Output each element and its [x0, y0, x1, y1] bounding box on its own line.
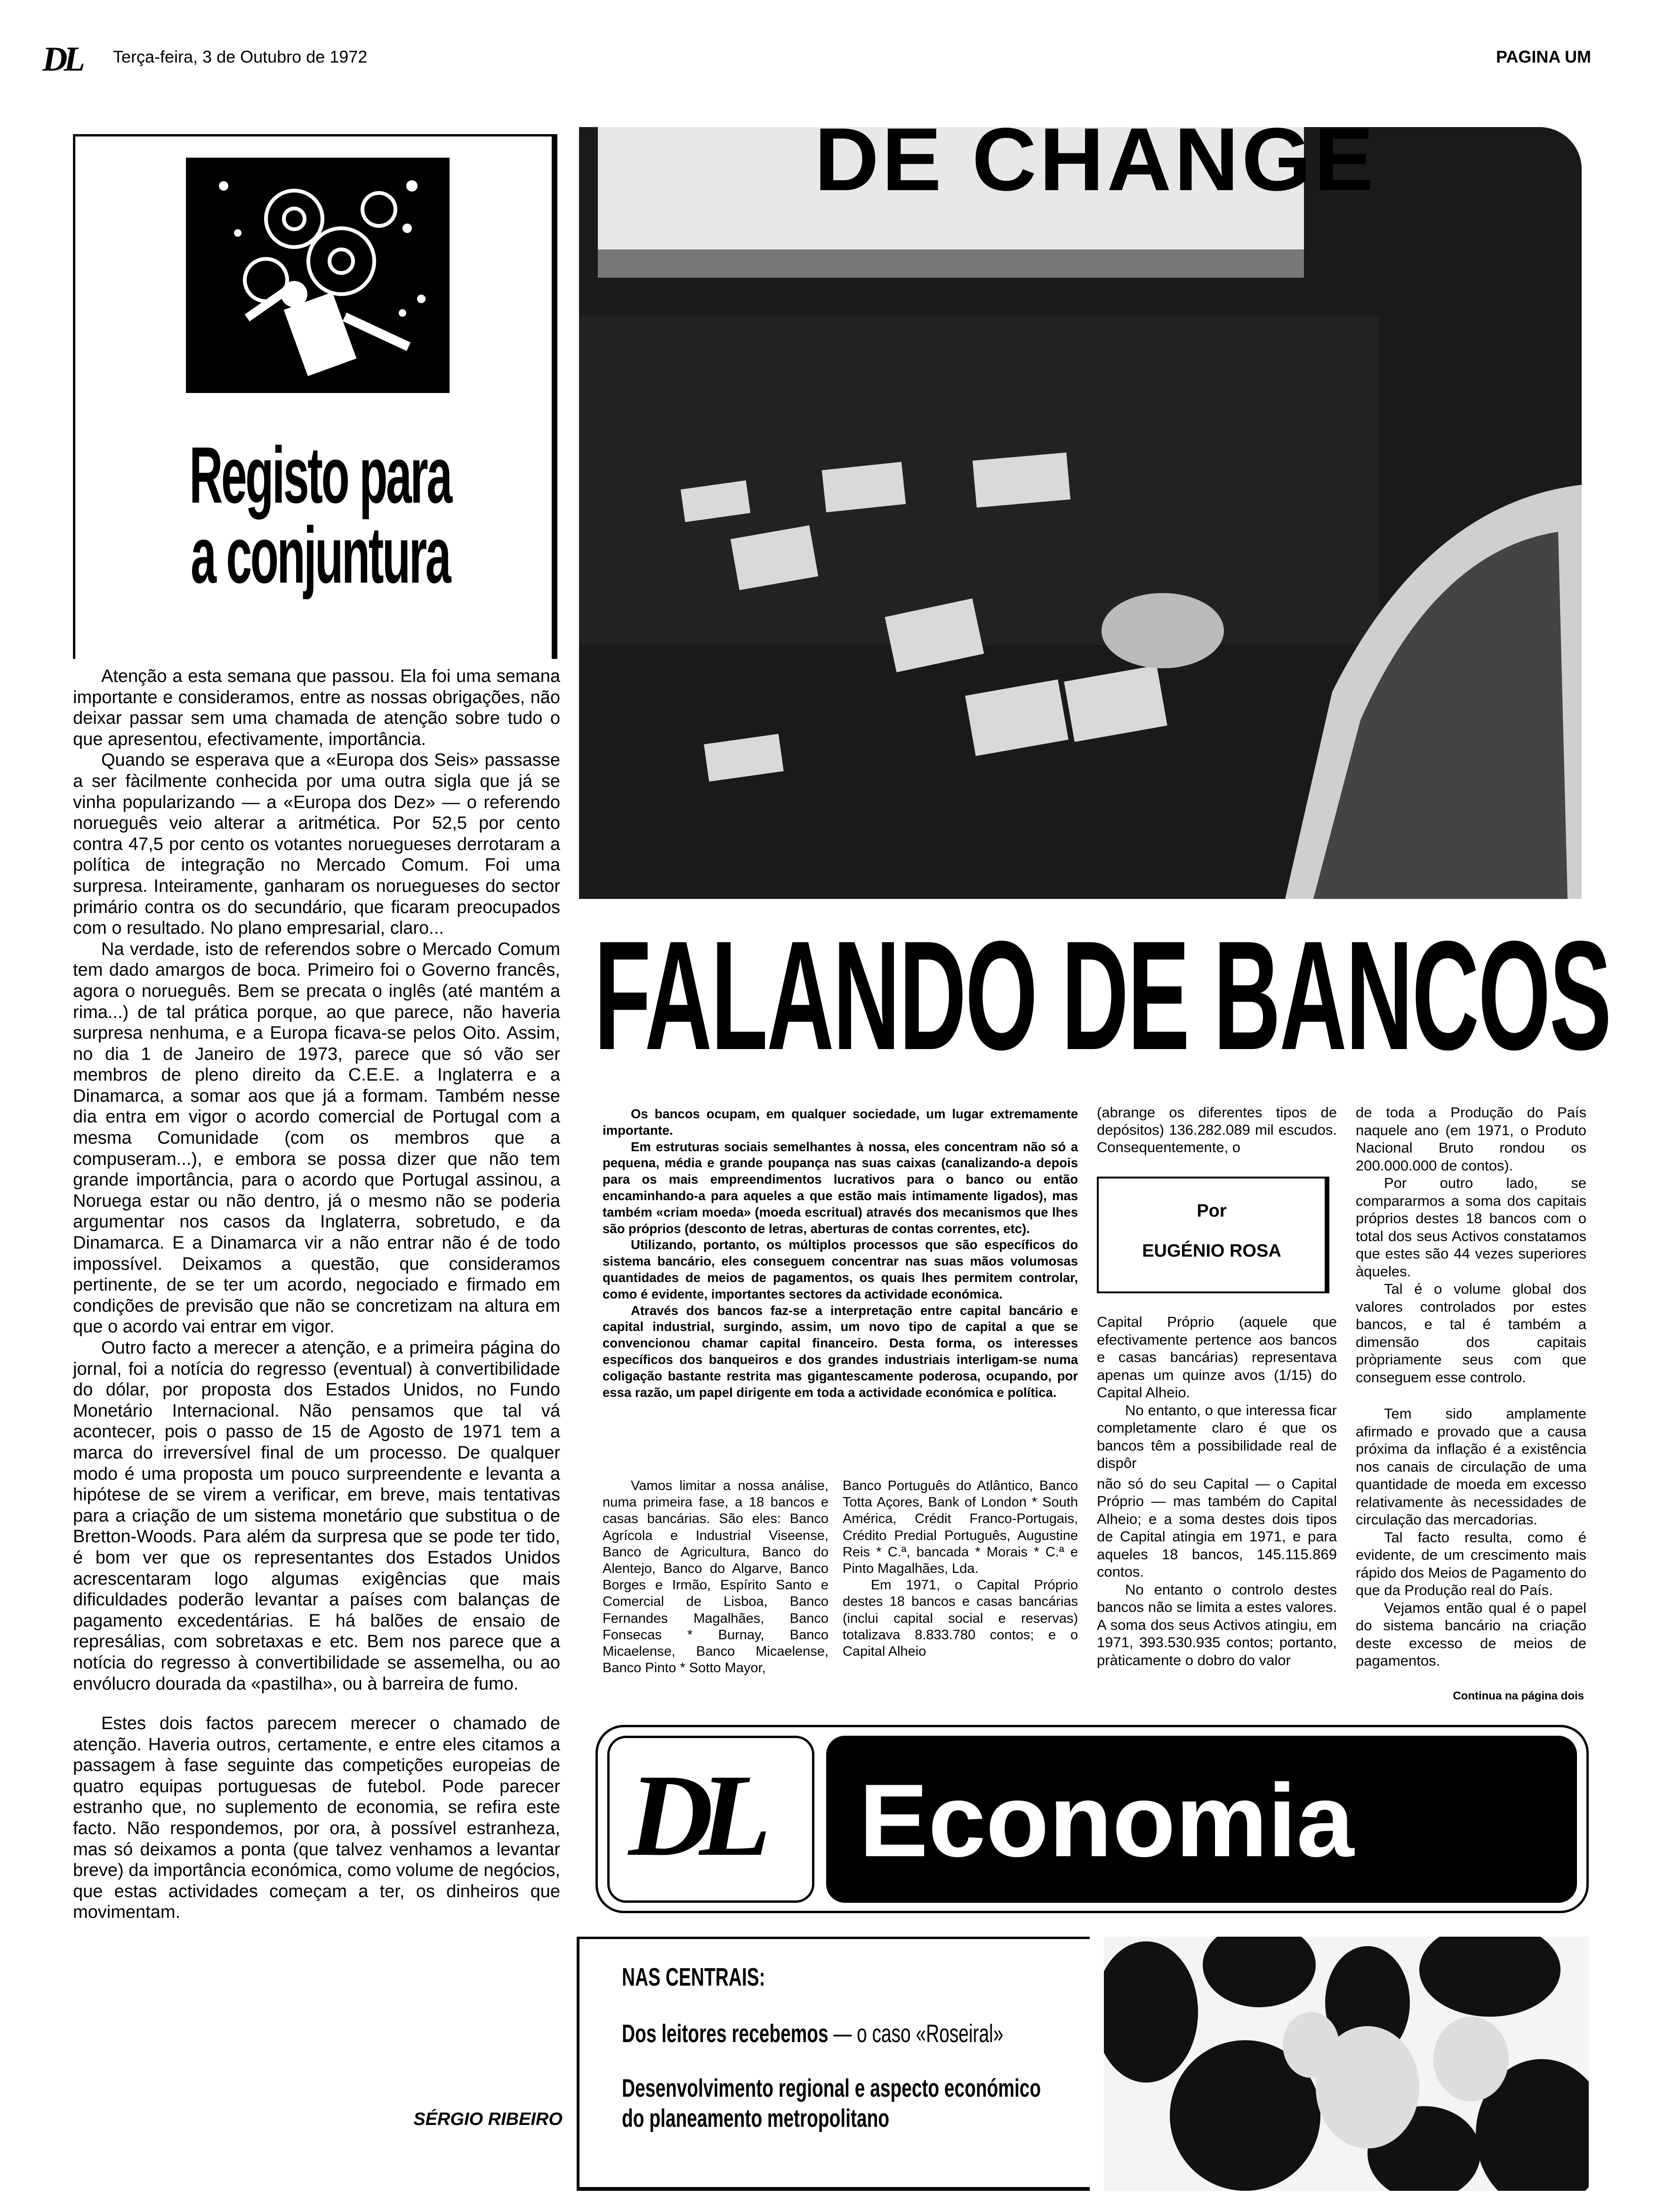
bancos-col-c-bottom [1097, 1313, 1337, 1669]
lead-paragraph: Os bancos ocupam, em qualquer sociedade, um lugar extremamente importante. [603, 1106, 1078, 1138]
col-d-paragraph: de toda a Produção do País naquele ano (em 1971, o Produto Nacional Bruto rondou os 200.000.000 de contos). [1356, 1104, 1586, 1174]
col-d-paragraph: Tal facto resulta, como é evidente, de um crescimento mais rápido dos Meios de Pagamento do que da Produção real do País. [1356, 1529, 1586, 1598]
centrais-box [577, 1937, 1090, 2191]
header-page-label: PAGINA UM [1496, 47, 1591, 66]
centrais-item-1-rest: — o caso «Roseiral» [828, 2020, 1004, 2048]
economia-title-box [826, 1736, 1577, 1903]
gears-man-icon [186, 158, 450, 393]
continua-note: Continua na página dois [1453, 1690, 1584, 1702]
col-a-paragraph: Vamos limitar a nossa análise, numa primeira fase, a 18 bancos e casas bancárias. São eles: Banco Agrícola e Industrial Viseense, Banco de Agricultura, Banco do Alentejo, Banco do Algarve, Banco Borges e Irmão, Espírito Santo e Comercial de Lisboa, Banco Fernandes Magalhães, Banco Fonsecas * Burnay, Banco Micaelense, Banco Micaelense, Banco Pinto * Sotto Mayor, [603, 1478, 828, 1676]
col-b-paragraph: Em 1971, o Capital Próprio destes 18 bancos e casas bancárias (inclui capital social e reservas) totalizava 8.833.780 contos; e o Capital Alheio [843, 1578, 1078, 1659]
registo-title-line1: Registo para [189, 431, 451, 520]
registo-title [94, 431, 546, 600]
economia-title: Economia [859, 1763, 1354, 1878]
gears-illustration [186, 158, 450, 393]
registo-title-line2: a conjuntura [191, 511, 450, 600]
bancos-col-d [1356, 1104, 1586, 1670]
col-d-paragraph: Vejamos então qual é o papel do sistema bancário na criação deste excesso de meios de pagamentos. [1356, 1599, 1586, 1669]
masthead-logo: DL [42, 40, 81, 79]
bancos-col-b [843, 1478, 1078, 1660]
bancos-col-c-top [1097, 1104, 1337, 1156]
centrais-item-1 [622, 2019, 1003, 2048]
photo-sign-text: DE CHANGE [814, 127, 1377, 209]
registo-paragraph: Quando se esperava que a «Europa dos Seis» passasse a ser fàcilmente conhecida por uma outra sigla que já se vinha popularizando — a «Europa dos Dez» — o referendo norueguês veio alterar a aritmética. Por 52,5 por cento contra 47,5 por cento os votantes noruegueses derrotaram a política de integração no Mercado Comum. Foi uma surpresa. Inteiramente, ganharam os noruegueses do sector primário contra os do secundário, que ficaram preocupados com o resultado. No plano empresarial, claro... [73, 750, 560, 938]
lead-paragraph: Utilizando, portanto, os múltiplos processos que são específicos do sistema bancário, eles conseguem concentrar nas suas mãos volumosas quantidades de meios de pagamentos, os quais lhes permitem controlar, como é evidente, importantes sectores da actividade económica. [603, 1237, 1078, 1301]
col-c-paragraph: Capital Próprio (aquele que efectivamente pertence aos bancos e casas bancárias) representava apenas um quinze avos (1/15) do Capital Alheio. [1097, 1314, 1337, 1401]
centrais-item-2: Desenvolvimento regional e aspecto económico do planeamento metropolitano [622, 2074, 1041, 2132]
registo-paragraph: Na verdade, isto de referendos sobre o Mercado Comum tem dado amargos de boca. Primeiro foi o Governo francês, agora o norueguês. Bem se precata o inglês (até mantém a rima...) de tal prática porque, ao que parece, não haveria surpresa nenhuma, e a Europa ficava-se pelos Oito. Assim, no dia 1 de Janeiro de 1973, parece que só vão ser membros de pleno direito da C.E.E. a Inglaterra e a Dinamarca, a somar aos que já a formam. Também nesse dia entra em vigor o acordo comercial de Portugal com a mesma Comunidade (com os membros que a compuseram...), e embora se possa dizer que não tem grande importância, para o acordo que Portugal assinou, a Noruega estar ou não dentro, já o mesmo não se poderia argumentar nos casos da Inglaterra, sobretudo, e da Dinamarca. E a Dinamarca vir a não entrar não é de todo impossível. Deixamos a questão, que consideramos pertinente, de se ter um acordo, negociado e firmado em condições de previsão que não se concretizam na altura em que o acordo vai entrar em vigor. [73, 939, 560, 1337]
registo-paragraph: Outro facto a merecer a atenção, e a primeira página do jornal, foi a notícia do regresso (eventual) à convertibilidade do dólar, por proposta dos Estados Unidos, no Fundo Monetário Internacional. Não pensamos que tal vá acontecer, pois o passo de 15 de Agosto de 1971 tem a marca do irreversível final de um processo. De qualquer modo é uma proposta um pouco surpreendente e levanta a hipótese de se virem a verificar, em breve, mais tentativas para a criação de um sistema monetário que substitua o de Bretton-Woods. Para além da surpresa que se pode ter tido, é bom ver que os representantes dos Estados Unidos acrescentaram logo algumas exigências que mais dificuldades poderão levantar a países com balanças de pagamento excedentárias. E há balões de ensaio de represálias, com sobretaxas e etc. Bem nos parece que a notícia do regresso à convertibilidade se assemelha, ou ao envólucro dourada da «pastilha», ou à barreira de fumo. [73, 1338, 560, 1694]
registo-body [73, 666, 560, 1923]
col-d-paragraph: Tal é o volume global dos valores controlados por estes bancos, e tal é também a dimensão dos capitais pròpriamente seus com que conseguem esse controlo. [1356, 1281, 1586, 1386]
byline-box [1097, 1177, 1329, 1293]
lead-paragraph: Através dos bancos faz-se a interpretação entre capital bancário e capital industrial, surgindo, assim, um novo tipo de capital a que se convencionou chamar capital financeiro. Desta forma, os interesses específicos dos banqueiros e dos grandes industriais interligam-se numa coligação bastante restrita mas gigantescamente poderosa, ocupando, por essa razão, um papel dirigente em toda a actividade económica e política. [603, 1303, 1078, 1400]
byline-por: Por [1197, 1201, 1227, 1221]
registo-paragraph: Atenção a esta semana que passou. Ela foi uma semana importante e consideramos, entre as nossas obrigações, não deixar passar sem uma chamada de atenção sobre tudo o que apresentou, efectivamente, importância. [73, 666, 560, 749]
page-header [42, 40, 1591, 79]
col-c-paragraph: não só do seu Capital — o Capital Próprio — mas também do Capital Alheio; e a soma destes dois tipos de Capital atingia em 1971, e para aqueles 18 bancos, 145.115.869 contos. [1097, 1475, 1337, 1580]
economia-logo-box [607, 1736, 814, 1903]
col-b-paragraph: Banco Português do Atlântico, Banco Totta Açores, Bank of London * South América, Crédit Franco-Portugais, Crédito Predial Português, Augustine Reis * C.ª, bancada * Morais * C.ª e Pinto Magalhães, Lda. [843, 1478, 1078, 1577]
crowd-image [1104, 1937, 1589, 2191]
col-d-paragraph: Por outro lado, se compararmos a soma dos capitais próprios destes 18 bancos com o total dos seus Activos constatamos que estes são 44 vezes superiores àqueles. [1356, 1175, 1586, 1280]
col-d-paragraph: Tem sido amplamente afirmado e provado que a causa próxima da inflação é a existência nos canais de circulação de uma quantidade de moeda em excesso relativamente às necessidades de circulação das mercadorias. [1356, 1405, 1586, 1528]
bancos-lead [603, 1106, 1078, 1401]
exchange-counter-image [579, 127, 1582, 899]
registo-author: SÉRGIO RIBEIRO [413, 2109, 563, 2129]
centrais-heading: NAS CENTRAIS: [622, 1963, 765, 1991]
header-date: Terça-feira, 3 de Outubro de 1972 [113, 47, 368, 66]
centrais-item-1-bold: Dos leitores recebemos [622, 2020, 828, 2048]
col-c-paragraph: No entanto, o que interessa ficar completamente claro é que os bancos têm a possibilidade real de dispôr [1097, 1402, 1337, 1471]
lead-paragraph: Em estruturas sociais semelhantes à nossa, eles concentram não só a pequena, média e grande poupança nas suas caixas (canalizando-a depois para os mais empreendimentos lucrativos para o banco ou então encaminhando-a para aqueles a que estão mais intimamente ligados), mas também «criam moeda» (moeda escritual) através dos mecanismos que lhes são próprios (desconto de letras, aberturas de contas correntes, etc). [603, 1139, 1078, 1236]
bank-counter-photo [579, 127, 1582, 899]
bancos-col-a [603, 1478, 828, 1676]
economia-banner [595, 1725, 1589, 1913]
main-headline: FALANDO DE BANCOS [594, 908, 1611, 1082]
economia-logo: DL [628, 1750, 757, 1881]
col-c-paragraph: No entanto o controlo destes bancos não se limita a estes valores. A soma dos seus Activos atingiu, em 1971, 393.530.935 contos; portanto, pràticamente o dobro do valor [1097, 1581, 1337, 1668]
registo-paragraph: Estes dois factos parecem merecer o chamado de atenção. Haveria outros, certamente, e entre eles citamos a passagem à fase seguinte das competições europeias de quatro equipas portuguesas de futebol. Pode parecer estranho que, no suplemento de economia, se refira este facto. Não respondemos, por ora, à possível estranheza, mas só deixamos a ponta (que talvez venhamos a levantar breve) da importância económica, como volume de negócios, que estas actividades começam a ter, os dinheiros que movimentam. [73, 1714, 560, 1923]
byline-author: EUGÉNIO ROSA [1142, 1241, 1281, 1261]
crowd-photo [1104, 1937, 1589, 2191]
col-c-paragraph: (abrange os diferentes tipos de depósitos) 136.282.089 mil escudos. Consequentemente, o [1097, 1104, 1337, 1155]
